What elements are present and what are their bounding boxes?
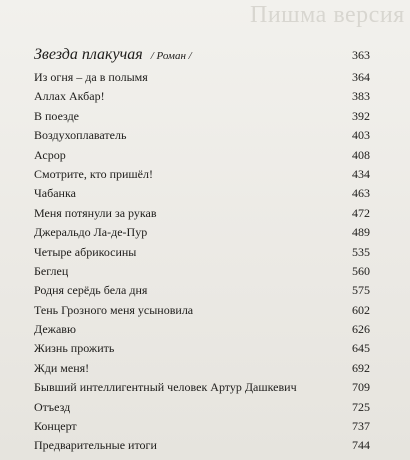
entry-page: 725 bbox=[352, 399, 370, 414]
toc-entry bbox=[34, 359, 370, 378]
entry-page: 626 bbox=[352, 322, 370, 337]
toc-entry bbox=[34, 378, 370, 397]
entry-title: Джеральдо Ла-де-Пур bbox=[34, 225, 148, 240]
entry-title: Воздухоплаватель bbox=[34, 128, 127, 143]
toc-entry bbox=[34, 87, 370, 106]
entry-page: 383 bbox=[352, 89, 370, 104]
toc-entry bbox=[34, 339, 370, 358]
entry-title: Дежавю bbox=[34, 322, 76, 337]
toc-entry bbox=[34, 107, 370, 126]
entry-page: 392 bbox=[352, 108, 370, 123]
toc-entries bbox=[34, 68, 370, 456]
table-of-contents bbox=[34, 46, 370, 456]
entry-title: Жди меня! bbox=[34, 360, 90, 375]
toc-entry bbox=[34, 398, 370, 417]
entry-page: 744 bbox=[352, 438, 370, 453]
entry-title: Чабанка bbox=[34, 186, 76, 201]
entry-title: Из огня – да в полымя bbox=[34, 70, 148, 84]
entry-page: 692 bbox=[352, 360, 370, 375]
toc-entry bbox=[34, 146, 370, 165]
toc-entry bbox=[34, 436, 370, 455]
entry-page: 737 bbox=[352, 419, 370, 434]
entry-title: Беглец bbox=[34, 263, 69, 278]
toc-entry bbox=[34, 126, 370, 145]
entry-page: 535 bbox=[352, 244, 370, 259]
bleed-through-text: Пишма версия bbox=[250, 2, 405, 28]
entry-title: Концерт bbox=[34, 419, 77, 434]
entry-page: 408 bbox=[352, 147, 370, 162]
entry-page: 472 bbox=[352, 205, 370, 220]
entry-page: 489 bbox=[352, 225, 370, 240]
entry-page: 645 bbox=[352, 341, 370, 356]
entry-title: Четыре абрикосины bbox=[34, 244, 137, 259]
entry-title: Асрор bbox=[34, 147, 66, 162]
entry-page: 463 bbox=[352, 186, 370, 201]
toc-entry bbox=[34, 223, 370, 242]
entry-page: 560 bbox=[352, 263, 370, 278]
entry-page: 434 bbox=[352, 166, 370, 181]
toc-entry bbox=[34, 243, 370, 262]
entry-title: Жизнь прожить bbox=[34, 341, 115, 356]
toc-entry bbox=[34, 165, 370, 184]
toc-entry bbox=[34, 281, 370, 300]
entry-title: Смотрите, кто пришёл! bbox=[34, 166, 153, 181]
entry-page: 602 bbox=[352, 302, 370, 317]
toc-entry bbox=[34, 320, 370, 339]
entry-title: Меня потянули за рукав bbox=[34, 205, 157, 220]
entry-page: 709 bbox=[352, 380, 370, 395]
toc-entry bbox=[34, 301, 370, 320]
section-page-number: 363 bbox=[352, 48, 370, 62]
entry-page: 364 bbox=[352, 70, 370, 84]
toc-entry bbox=[34, 417, 370, 436]
toc-entry bbox=[34, 68, 370, 87]
entry-page: 403 bbox=[352, 128, 370, 143]
toc-entry bbox=[34, 262, 370, 281]
entry-title: Отъезд bbox=[34, 399, 71, 414]
section-title: Звезда плакучая bbox=[34, 46, 143, 63]
entry-title: В поезде bbox=[34, 108, 79, 123]
entry-title: Тень Грозного меня усыновила bbox=[34, 302, 194, 317]
toc-entry bbox=[34, 184, 370, 203]
entry-title: Бывший интеллигентный человек Артур Дашкевич bbox=[34, 380, 297, 395]
entry-title: Аллах Акбар! bbox=[34, 89, 105, 104]
toc-section-heading bbox=[34, 46, 370, 68]
entry-title: Предварительные итоги bbox=[34, 438, 157, 453]
entry-page: 575 bbox=[352, 283, 370, 298]
toc-entry bbox=[34, 204, 370, 223]
section-genre: / Роман / bbox=[150, 50, 192, 62]
entry-title: Родня серёдь бела дня bbox=[34, 283, 148, 298]
